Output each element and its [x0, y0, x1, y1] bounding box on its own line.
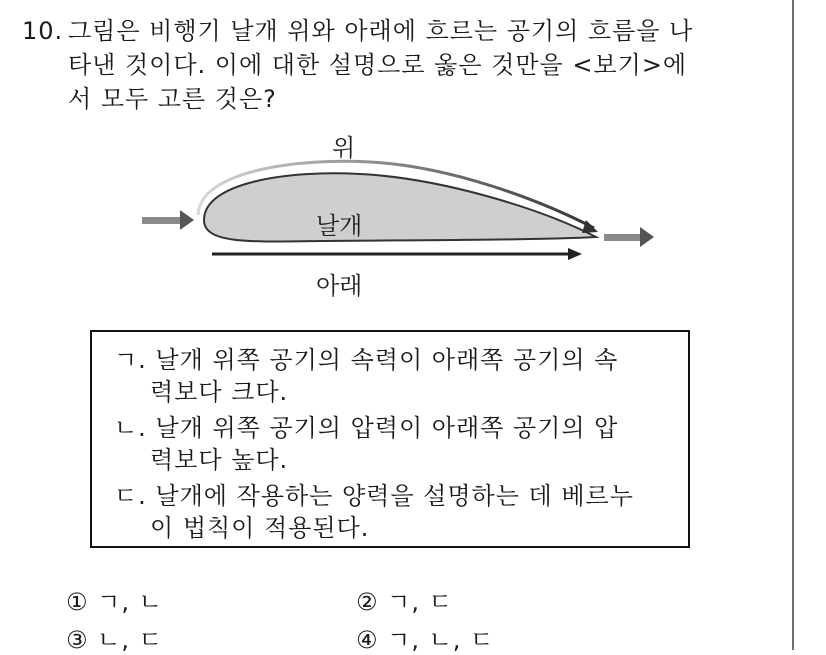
choice-2-text: ㄱ, ㄷ [387, 588, 453, 616]
box-item-1-line-2: 력보다 크다. [150, 378, 289, 406]
incoming-air-arrow-icon [142, 210, 194, 230]
example-box [90, 330, 690, 548]
question-number: 10. [22, 17, 64, 45]
choice-2[interactable] [356, 582, 453, 617]
question-line-3: 서 모두 고른 것은? [68, 85, 277, 113]
choice-3-text: ㄴ, ㄷ [97, 626, 163, 654]
airfoil-diagram [120, 120, 680, 310]
choice-4-text: ㄱ, ㄴ, ㄷ [387, 626, 495, 654]
box-item-3-line-2: 이 법칙이 적용된다. [150, 514, 370, 542]
choice-2-mark: ② [356, 588, 379, 616]
choice-1-text: ㄱ, ㄴ [97, 588, 163, 616]
airfoil-figure [120, 120, 680, 310]
box-item-1-line-1: ㄱ. 날개 위쪽 공기의 속력이 아래쪽 공기의 속 [114, 346, 619, 374]
label-wing: 날개 [316, 212, 363, 240]
question-line-2: 타낸 것이다. 이에 대한 설명으로 옳은 것만을 <보기>에 [68, 51, 688, 79]
outgoing-air-arrow-icon [604, 227, 654, 247]
question-line-1: 그림은 비행기 날개 위와 아래에 흐르는 공기의 흐름을 나 [68, 17, 694, 45]
box-item-2-line-2: 력보다 높다. [150, 446, 289, 474]
choice-3-mark: ③ [66, 626, 89, 654]
wing-shape [204, 173, 596, 241]
box-item-2-line-1: ㄴ. 날개 위쪽 공기의 압력이 아래쪽 공기의 압 [114, 414, 619, 442]
choice-1-mark: ① [66, 588, 89, 616]
label-bottom: 아래 [316, 272, 363, 300]
choice-4-mark: ④ [356, 626, 379, 654]
label-top: 위 [332, 134, 356, 162]
column-divider [792, 0, 794, 650]
lower-flow-arrowhead-icon [568, 248, 582, 260]
box-item-3-line-1: ㄷ. 날개에 작용하는 양력을 설명하는 데 베르누 [114, 482, 634, 510]
choice-1[interactable] [66, 582, 163, 617]
